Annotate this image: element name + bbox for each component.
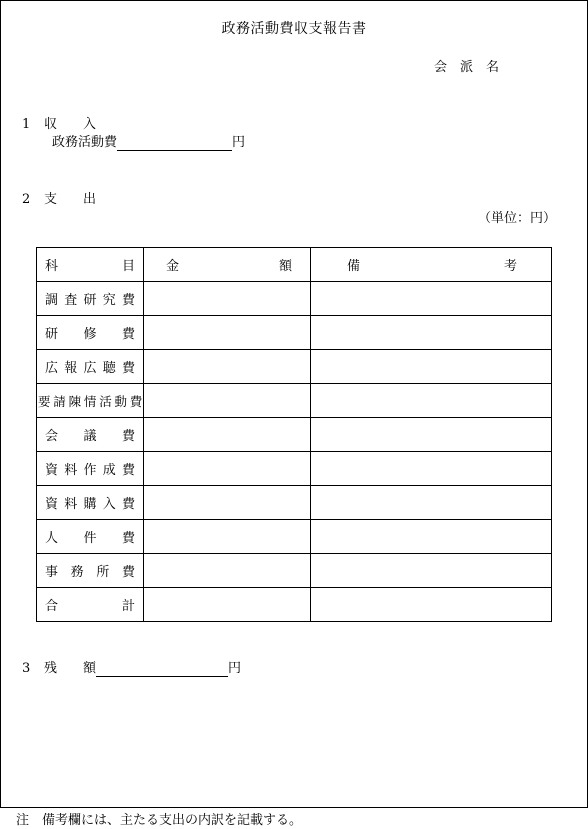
table-row (37, 350, 552, 384)
table-row (37, 554, 552, 588)
expense-amount-cell[interactable] (144, 384, 311, 418)
expense-remarks-cell[interactable] (311, 554, 552, 588)
expense-table (36, 247, 552, 622)
expense-subject-label: 要 請 陳 情 活 動 費 (38, 393, 142, 409)
expense-remarks-cell[interactable] (311, 384, 552, 418)
expense-heading: 支 出 (44, 192, 97, 207)
expense-remarks-cell[interactable] (311, 350, 552, 384)
expense-subject-label: 研 修 費 (45, 327, 135, 342)
table-row (37, 520, 552, 554)
table-row (37, 384, 552, 418)
expense-amount-cell[interactable] (144, 554, 311, 588)
expense-subject-cell (37, 588, 144, 622)
income-unit: 円 (232, 135, 246, 150)
expense-remarks-cell[interactable] (311, 452, 552, 486)
income-number: 1 (22, 117, 31, 132)
footnote: 注 備考欄には、主たる支出の内訳を記載する。 (16, 813, 303, 828)
expense-remarks-cell[interactable] (311, 486, 552, 520)
table-row (37, 588, 552, 622)
expense-remarks-cell[interactable] (311, 588, 552, 622)
expense-subject-label: 人 件 費 (45, 531, 135, 546)
balance-number: 3 (22, 661, 31, 676)
expense-amount-cell[interactable] (144, 316, 311, 350)
expense-header-row (37, 248, 552, 282)
expense-subject-label: 会 議 費 (45, 429, 135, 444)
subject-header: 科 目 (37, 248, 144, 282)
expense-subject-cell (37, 418, 144, 452)
remarks-header: 備 考 (311, 248, 552, 282)
page-title: 政務活動費収支報告書 (221, 21, 367, 37)
expense-subject-cell (37, 452, 144, 486)
income-heading: 収 入 (44, 117, 97, 132)
table-row (37, 486, 552, 520)
expense-amount-cell[interactable] (144, 486, 311, 520)
expense-subject-cell (37, 520, 144, 554)
expense-amount-cell[interactable] (144, 588, 311, 622)
expense-remarks-cell[interactable] (311, 316, 552, 350)
table-row (37, 282, 552, 316)
expense-subject-cell (37, 554, 144, 588)
income-amount-field[interactable] (117, 136, 232, 151)
expense-amount-cell[interactable] (144, 452, 311, 486)
expense-subject-label: 合 計 (45, 599, 135, 614)
expense-subject-cell (37, 316, 144, 350)
expense-amount-cell[interactable] (144, 520, 311, 554)
income-line (52, 135, 245, 151)
amount-header: 金 額 (144, 248, 311, 282)
expense-remarks-cell[interactable] (311, 282, 552, 316)
income-item-label: 政務活動費 (52, 135, 118, 150)
table-row (37, 452, 552, 486)
expense-subject-cell (37, 384, 144, 418)
expense-remarks-cell[interactable] (311, 520, 552, 554)
expense-number: 2 (22, 192, 31, 207)
expense-subject-cell (37, 282, 144, 316)
table-row (37, 316, 552, 350)
unit-note: （単位：円） (478, 211, 557, 226)
expense-subject-cell (37, 350, 144, 384)
expense-amount-cell[interactable] (144, 418, 311, 452)
expense-amount-cell[interactable] (144, 350, 311, 384)
expense-subject-label: 広 報 広 聴 費 (45, 361, 135, 376)
expense-subject-label: 資 料 購 入 費 (45, 497, 135, 512)
balance-unit: 円 (228, 661, 242, 676)
expense-subject-label: 調 査 研 究 費 (45, 293, 135, 308)
expense-subject-label: 資 料 作 成 費 (45, 463, 135, 478)
expense-remarks-cell[interactable] (311, 418, 552, 452)
balance-amount-field[interactable] (96, 662, 228, 677)
expense-subject-cell (37, 486, 144, 520)
balance-line (44, 661, 241, 677)
balance-heading: 残 額 (44, 661, 97, 676)
expense-subject-label: 事 務 所 費 (45, 565, 135, 580)
table-row (37, 418, 552, 452)
expense-amount-cell[interactable] (144, 282, 311, 316)
faction-name-label: 会 派 名 (434, 60, 500, 75)
